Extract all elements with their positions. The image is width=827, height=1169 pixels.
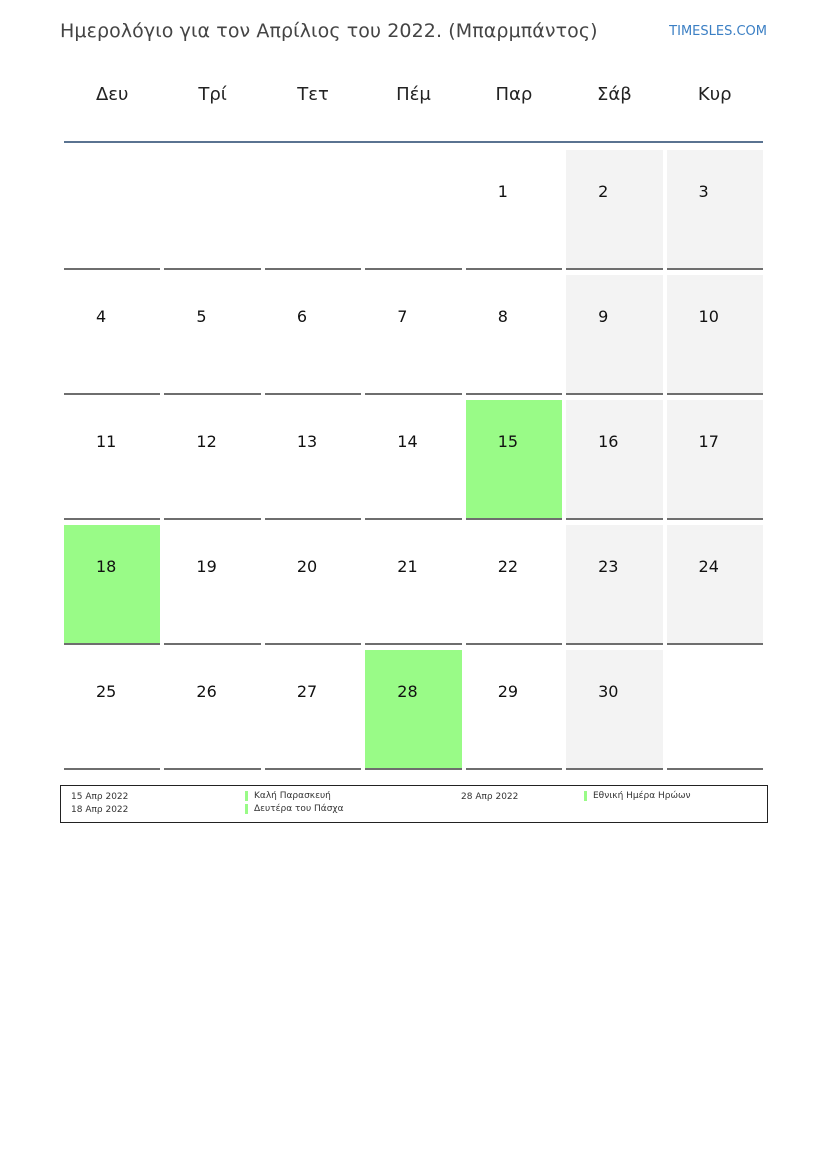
day-cell [265, 150, 361, 270]
day-number: 3 [698, 182, 709, 201]
weekday-label: Τετ [297, 84, 329, 105]
holiday-name: Εθνική Ημέρα Ηρώων [584, 791, 691, 801]
day-number: 11 [96, 432, 117, 451]
week-row [64, 150, 763, 270]
day-cell [466, 275, 562, 395]
day-number: 8 [497, 307, 508, 326]
holiday-date: 28 Απρ 2022 [461, 792, 519, 802]
calendar-grid [64, 150, 763, 775]
day-cell [566, 525, 662, 645]
day-number: 30 [598, 682, 619, 701]
day-number: 28 [397, 682, 418, 701]
day-number: 2 [598, 182, 609, 201]
day-number: 16 [598, 432, 619, 451]
day-cell [566, 650, 662, 770]
day-cell [365, 275, 461, 395]
day-cell [566, 150, 662, 270]
weekday-header-row [64, 84, 763, 105]
day-number: 13 [296, 432, 318, 451]
day-cell [164, 525, 260, 645]
day-cell [667, 150, 763, 270]
holiday-name: Δευτέρα του Πάσχα [245, 804, 344, 814]
calendar-title: Ημερολόγιο για τον Απρίλιος του 2022. (Μπαρμπάντος) [60, 20, 598, 42]
weekday-label: Σάβ [596, 84, 632, 105]
day-cell [566, 400, 662, 520]
holiday-date: 18 Απρ 2022 [71, 805, 129, 815]
day-cell [164, 275, 260, 395]
week-row [64, 525, 763, 645]
day-cell [64, 275, 160, 395]
holiday-day-cell [466, 400, 562, 520]
holiday-day-cell [64, 525, 160, 645]
day-number: 14 [397, 432, 418, 451]
day-number: 21 [397, 557, 418, 576]
day-number: 6 [296, 307, 308, 326]
day-number: 23 [598, 557, 619, 576]
day-number: 29 [497, 682, 519, 701]
day-number: 27 [296, 682, 318, 701]
day-cell [265, 650, 361, 770]
day-number: 7 [397, 307, 408, 326]
day-cell [265, 400, 361, 520]
day-number: 20 [296, 557, 318, 576]
day-cell [667, 400, 763, 520]
day-cell [667, 525, 763, 645]
day-cell [265, 525, 361, 645]
week-row [64, 650, 763, 770]
day-number: 26 [196, 682, 217, 701]
holiday-date: 15 Απρ 2022 [71, 792, 129, 802]
holiday-legend [60, 785, 768, 823]
weekday-label: Δευ [95, 84, 129, 105]
day-number: 5 [196, 307, 207, 326]
day-number: 4 [96, 307, 107, 326]
weekday-label: Τρί [198, 84, 227, 105]
holiday-day-cell [365, 650, 461, 770]
holiday-name: Καλή Παρασκευή [245, 791, 331, 801]
header-divider [64, 141, 763, 143]
day-cell [164, 400, 260, 520]
day-number: 12 [196, 432, 217, 451]
day-cell [265, 275, 361, 395]
day-cell [466, 150, 562, 270]
day-cell [667, 650, 763, 770]
day-number: 19 [196, 557, 217, 576]
weekday-label: Παρ [495, 84, 533, 105]
day-cell [64, 150, 160, 270]
brand-link[interactable]: TIMESLES.COM [669, 24, 767, 39]
weekday-label: Πέμ [396, 84, 431, 105]
day-number: 17 [698, 432, 719, 451]
week-row [64, 275, 763, 395]
day-number: 9 [598, 307, 609, 326]
day-cell [164, 650, 260, 770]
day-cell [466, 525, 562, 645]
day-cell [667, 275, 763, 395]
day-number: 24 [698, 557, 719, 576]
day-cell [64, 400, 160, 520]
day-cell [365, 400, 461, 520]
day-cell [566, 275, 662, 395]
day-cell [64, 650, 160, 770]
weekday-label: Κυρ [697, 84, 732, 105]
day-number: 22 [497, 557, 519, 576]
day-number: 10 [698, 307, 719, 326]
day-number: 25 [96, 682, 117, 701]
day-number: 1 [497, 182, 508, 201]
week-row [64, 400, 763, 520]
day-cell [466, 650, 562, 770]
day-cell [164, 150, 260, 270]
day-number: 18 [96, 557, 117, 576]
day-cell [365, 525, 461, 645]
day-number: 15 [497, 432, 519, 451]
day-cell [365, 150, 461, 270]
